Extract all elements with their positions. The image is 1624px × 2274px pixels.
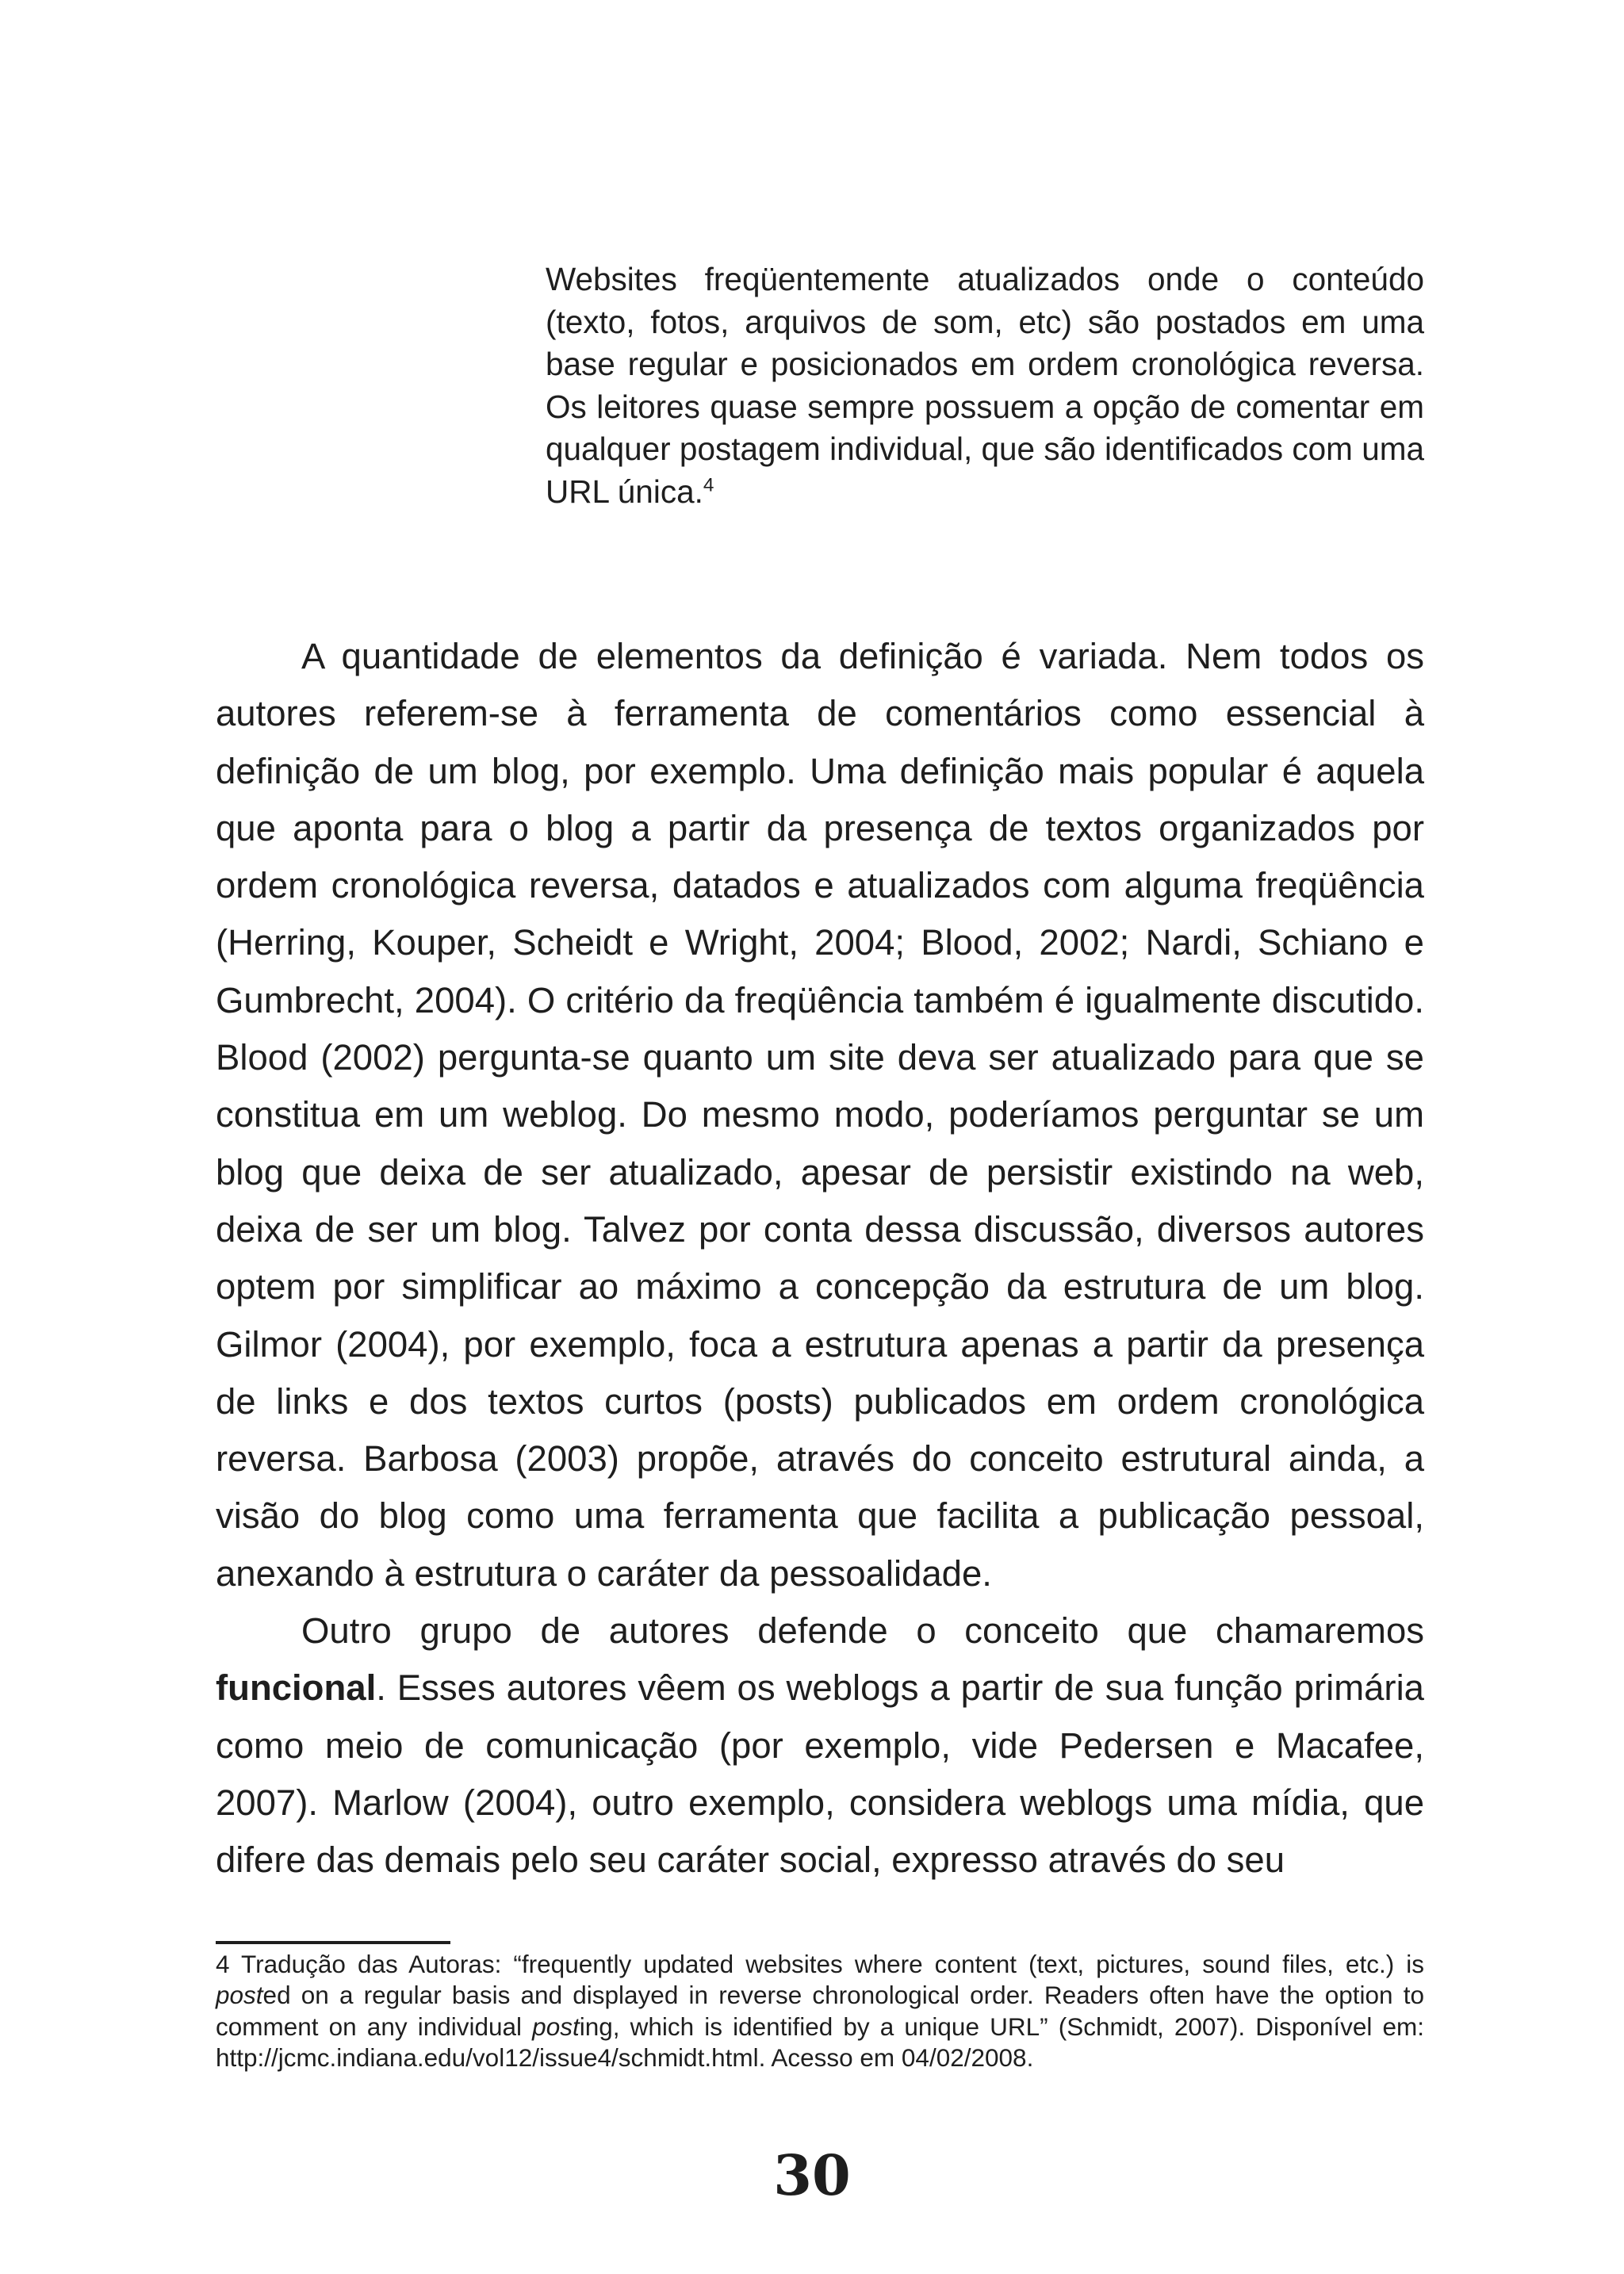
block-quote-text: Websites freqüentemente atualizados onde o conteúdo (texto, fotos, arquivos de som, etc) são postados em uma base regular e posicionados em ordem cronológica reversa. Os leitores quase sempre possuem a opção de comentar em qualquer postagem individual, que são identificados com uma URL única. [546, 261, 1424, 510]
paragraph-1: A quantidade de elementos da definição é variada. Nem todos os autores referem-se à ferramenta de comentários como essencial à definição de um blog, por exemplo. Uma definição mais popular é aquela que aponta para o blog a partir da presença de textos organizados por ordem cronológica reversa, datados e atualizados com alguma freqüência (Herring, Kouper, Scheidt e Wright, 2004; Blood, 2002; Nardi, Schiano e Gumbrecht, 2004). O critério da freqüência também é igualmente discutido. Blood (2002) pergunta-se quanto um site deva ser atualizado para que se constitua em um weblog. Do mesmo modo, poderíamos perguntar se um blog que deixa de ser atualizado, apesar de persistir existindo na web, deixa de ser um blog. Talvez por conta dessa discussão, diversos autores optem por simplificar ao máximo a concepção da estrutura de um blog. Gilmor (2004), por exemplo, foca a estrutura apenas a partir da presença de links e dos textos curtos (posts) publicados em ordem cronológica reversa. Barbosa (2003) propõe, através do conceito estrutural ainda, a visão do blog como uma ferramenta que facilita a publicação pessoal, anexando à estrutura o caráter da pessoalidade. [216, 636, 1424, 1594]
footnote-reference: 4 [703, 474, 714, 496]
footnote-text-1: 4 Tradução das Autoras: “frequently updated websites where content (text, pictures, sound files, etc.) is [216, 1950, 1424, 1978]
footnote-italic-1: post [216, 1981, 263, 2010]
paragraph-2-text-start: Outro grupo de autores defende o conceito que chamaremos [301, 1610, 1424, 1652]
footnote-separator [216, 1941, 450, 1944]
paragraph-2-text-end: . Esses autores vêem os weblogs a partir de sua função primária como meio de comunicação (por exemplo, vide Pedersen e Macafee, 2007). Marlow (2004), outro exemplo, considera weblogs uma mídia, que difere das demais pelo seu caráter social, expresso através do seu [216, 1667, 1424, 1881]
footnote-text-3: ing, which is identified by a unique URL” (Schmidt, 2007). Disponível em: http://jcmc.indiana.edu/vol12/issue4/schmidt.html. Acesso em 04/02/2008. [216, 2012, 1424, 2073]
paragraph-2-bold-term: funcional [216, 1667, 377, 1709]
body-text [216, 628, 1424, 1889]
block-quote [546, 258, 1424, 514]
footnote-italic-2: post [532, 2012, 580, 2041]
page-number: 30 [773, 2142, 851, 2208]
paragraph-2 [216, 1602, 1424, 1889]
footnote-text-2: ed on a regular basis and displayed in reverse chronological order. Readers often have the option to comment on any individual [216, 1981, 1424, 2041]
footnote [216, 1949, 1424, 2074]
